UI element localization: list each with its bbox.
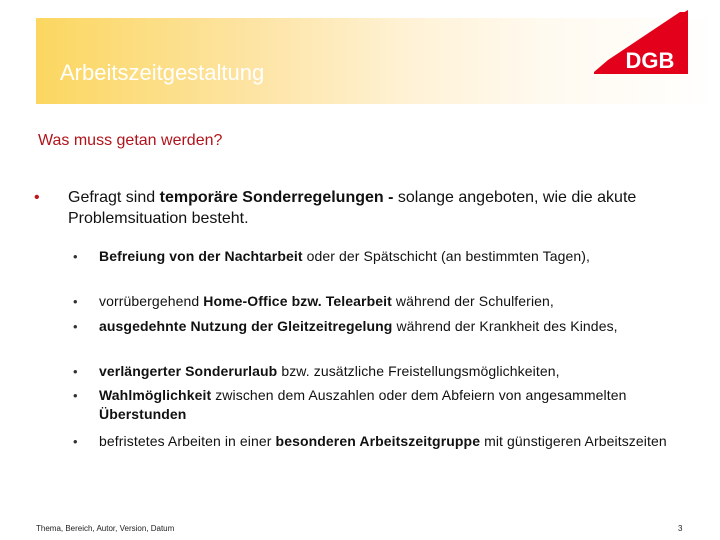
dgb-logo: [594, 10, 688, 76]
sub-bullet-3: • ausgedehnte Nutzung der Gleitzeitregelung während der Krankheit des Kindes,: [73, 318, 618, 334]
page-number: 3: [678, 524, 683, 533]
logo-text: DGB: [625, 48, 675, 73]
bullet-icon: •: [73, 294, 78, 309]
sub-bullet-5: • Wahlmöglichkeit zwischen dem Auszahlen oder dem Abfeiern von angesammelten Überstunden: [73, 387, 627, 422]
slide-title: Arbeitszeitgestaltung: [60, 60, 265, 85]
bullet-icon: •: [73, 249, 78, 264]
bullet-icon: •: [73, 434, 78, 449]
bullet-icon: •: [73, 319, 78, 334]
main-bullet: • Gefragt sind temporäre Sonderregelungen - solange angeboten, wie die akute Problemsituation besteht.: [34, 189, 637, 227]
footer-meta: Thema, Bereich, Autor, Version, Datum: [36, 524, 175, 533]
bullet-icon: •: [34, 189, 40, 206]
sub-bullet-4: • verlängerter Sonderurlaub bzw. zusätzliche Freistellungsmöglichkeiten,: [73, 363, 560, 379]
bullet-icon: •: [73, 364, 78, 379]
bullet-icon: •: [73, 388, 78, 403]
subheading: Was muss getan werden?: [38, 132, 223, 149]
sub-bullet-1: • Befreiung von der Nachtarbeit oder der Spätschicht (an bestimmten Tagen),: [73, 248, 591, 264]
sub-bullet-6: • befristetes Arbeiten in einer besonderen Arbeitszeitgruppe mit günstigeren Arbeitszeiten: [73, 433, 667, 449]
sub-bullet-2: • vorrübergehend Home-Office bzw. Telearbeit während der Schulferien,: [73, 293, 554, 309]
